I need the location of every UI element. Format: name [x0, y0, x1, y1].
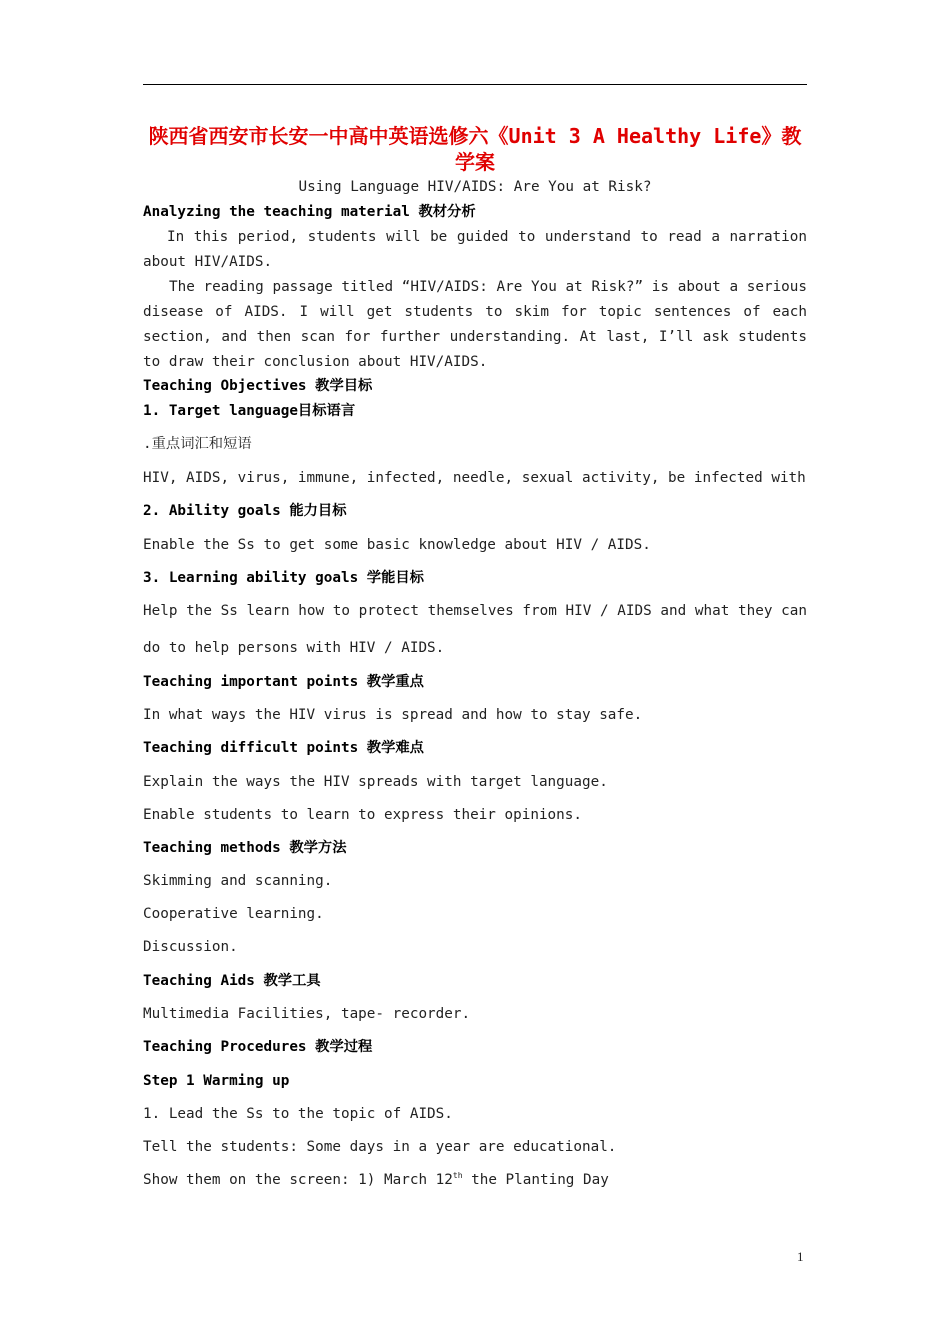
- aids-heading: Teaching Aids 教学工具: [143, 973, 321, 989]
- analysis-p2-line2: disease of AIDS. I will get students to skim for topic sentences of each: [143, 304, 807, 320]
- method-item-1: Skimming and scanning.: [143, 873, 333, 889]
- difficult-point-1: Explain the ways the HIV spreads with target language.: [143, 774, 608, 790]
- analysis-p2-line1: The reading passage titled “HIV/AIDS: Are You at Risk?” is about a serious: [169, 279, 807, 295]
- difficult-point-2: Enable students to learn to express their opinions.: [143, 807, 582, 823]
- learning-goals-line2: do to help persons with HIV / AIDS.: [143, 640, 445, 656]
- analysis-heading: Analyzing the teaching material 教材分析: [143, 204, 476, 220]
- page-number: 1: [797, 1249, 804, 1264]
- step1-item-3: [143, 1171, 807, 1189]
- key-words-list: HIV, AIDS, virus, immune, infected, needle, sexual activity, be infected with: [143, 470, 806, 486]
- important-points-text: In what ways the HIV virus is spread and how to stay safe.: [143, 707, 643, 723]
- method-item-2: Cooperative learning.: [143, 906, 324, 922]
- header-rule: [143, 84, 807, 85]
- key-words-label: .重点词汇和短语: [143, 436, 252, 452]
- step1-heading: Step 1 Warming up: [143, 1073, 290, 1089]
- ability-goals-heading: 2. Ability goals 能力目标: [143, 503, 347, 519]
- step1-item-3-text: Show them on the screen: 1) March 12: [143, 1172, 453, 1188]
- step1-item-1: 1. Lead the Ss to the topic of AIDS.: [143, 1106, 453, 1122]
- analysis-p2-line3: section, and then scan for further understanding. At last, I’ll ask students: [143, 329, 807, 345]
- objectives-heading: Teaching Objectives 教学目标: [143, 378, 373, 394]
- ordinal-suffix: th: [452, 1171, 463, 1180]
- aids-text: Multimedia Facilities, tape- recorder.: [143, 1006, 471, 1022]
- important-points-heading: Teaching important points 教学重点: [143, 674, 424, 690]
- step1-item-2: Tell the students: Some days in a year are educational.: [143, 1139, 617, 1155]
- lesson-subtitle: Using Language HIV/AIDS: Are You at Risk?: [298, 179, 652, 195]
- method-item-3: Discussion.: [143, 939, 238, 955]
- analysis-p2-line4: to draw their conclusion about HIV/AIDS.: [143, 354, 488, 370]
- analysis-p1-line2: about HIV/AIDS.: [143, 254, 273, 270]
- target-language-heading: 1. Target language目标语言: [143, 403, 356, 419]
- document-title: 陕西省西安市长安一中高中英语选修六《Unit 3 A Healthy Life》教学案: [148, 124, 802, 174]
- methods-heading: Teaching methods 教学方法: [143, 840, 347, 856]
- analysis-p1-line1: In this period, students will be guided to understand to read a narration: [167, 229, 807, 245]
- step1-item-3-tail: the Planting Day: [462, 1172, 609, 1188]
- learning-goals-line1: Help the Ss learn how to protect themselves from HIV / AIDS and what they can: [143, 603, 807, 619]
- difficult-points-heading: Teaching difficult points 教学难点: [143, 740, 424, 756]
- procedures-heading: Teaching Procedures 教学过程: [143, 1039, 373, 1055]
- learning-goals-heading: 3. Learning ability goals 学能目标: [143, 570, 424, 586]
- ability-goals-text: Enable the Ss to get some basic knowledge about HIV / AIDS.: [143, 537, 651, 553]
